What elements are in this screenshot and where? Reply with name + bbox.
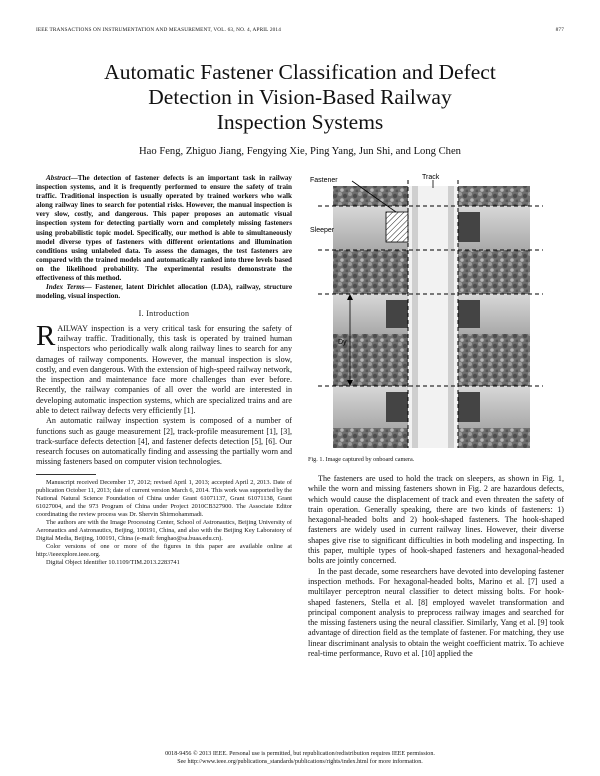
running-head bbox=[36, 27, 564, 33]
copyright-line-2: See http://www.ieee.org/publications_standards/publications/rights/index.html for more information. bbox=[177, 759, 423, 766]
right-column bbox=[308, 474, 564, 659]
footnote-affiliation: The authors are with the Image Processing Center, School of Astronautics, Beijing University of Aeronautics and Astronautics, Beijing, 100191, China, and also with the Beijing Key Laboratory of Digital Media, Beijing, 100191, China (e-mail: fenghao@sa.buaa.edu.cn). bbox=[36, 518, 292, 542]
intro-paragraph-2: An automatic railway inspection system is composed of a number of functions such as gauge measurement [2], track-profile measurement [1], [3], track-surface defects detection [4], and fastener defects detection [5], [6]. Our research focuses on automatically finding and assessing the partially worn and missing fasteners based on computer vision technologies. bbox=[36, 416, 292, 467]
page-number: 877 bbox=[555, 27, 564, 33]
left-column bbox=[36, 174, 292, 567]
intro-paragraph-1 bbox=[36, 319, 292, 417]
fastener-3-left bbox=[386, 392, 408, 422]
footnote-color: Color versions of one or more of the figures in this paper are available online at http://ieeexplore.ieee.org. bbox=[36, 542, 292, 558]
figure-1-railway-image bbox=[308, 172, 558, 450]
fastener-1-right bbox=[458, 212, 480, 242]
index-terms-label: Index Terms bbox=[46, 283, 85, 292]
index-terms-text: — Fastener, latent Dirichlet allocation (LDA), railway, structure modeling, visual inspection. bbox=[36, 283, 292, 301]
label-sleeper: Sleeper bbox=[310, 227, 335, 234]
copyright-notice bbox=[36, 750, 564, 766]
abstract-text: —The detection of fastener defects is an important task in railway inspection systems, and it is frequently performed to ensure the safety of train traffic. Traditional inspection is usually operated by trained workers who walk along railway lines to search for potential risks. However, the manual inspection is very slow, costly, and dangerous. This paper proposes an automatic visual inspection system for detecting partially worn and completely missing fasteners using probabilistic topic model. Specifically, our method is able to simultaneously model diverse types of fasteners with different orientations and illumination conditions using unlabeled data. To assess the damages, the test fasteners are compared with the trained models and automatically ranked into three levels based on the likelihood probability. The experimental results demonstrate the effectiveness of this method. bbox=[36, 174, 292, 283]
drop-cap: R bbox=[36, 319, 56, 352]
title-line-3: Inspection Systems bbox=[216, 110, 384, 134]
footnote-manuscript: Manuscript received December 17, 2012; revised April 1, 2013; accepted April 2, 2013. Date of publication October 11, 2013; date of current version March 6, 2014. This work was supported by the National Natural Science Foundation of China under Grant 61071137, Grant 61071138, Grant 61027004, and the 973 Program of China under Project 2010CB327900. The Associate Editor coordinating the review process was Dr. Shervin Shirmohammadi. bbox=[36, 478, 292, 518]
title-line-1: Automatic Fastener Classification and Defect bbox=[104, 60, 496, 84]
fastener-highlight bbox=[386, 212, 408, 242]
running-head-text: IEEE TRANSACTIONS ON INSTRUMENTATION AND MEASUREMENT, VOL. 63, NO. 4, APRIL 2014 bbox=[36, 27, 282, 33]
author-list: Hao Feng, Zhiguo Jiang, Fengying Xie, Ping Yang, Jun Shi, and Long Chen bbox=[139, 146, 461, 157]
abstract bbox=[36, 174, 292, 283]
section-heading-introduction: I. Introduction bbox=[138, 309, 190, 319]
fastener-2-left bbox=[386, 300, 408, 328]
title-line-2: Detection in Vision-Based Railway bbox=[148, 85, 452, 109]
copyright-line-1: 0018-9456 © 2013 IEEE. Personal use is permitted, but republication/redistribution requires IEEE permission. bbox=[165, 751, 435, 757]
intro-paragraph-1-text: AILWAY inspection is a very critical task for ensuring the safety of railway traffic. Traditionally, this task is operated by trained human inspectors who periodically walk along railway lines to search for any damages of railway components. However, the manual inspection is slow, costly, and even dangerous. With the extension of high-speed railway network, the inspection and maintenance face more challenges than ever before. Recently, the railway companies of all over the world are interested in developing automatic inspection systems, which are specialized trains and are able to detect railway defects very efficiently [1]. bbox=[36, 323, 292, 415]
right-paragraph-1: The fasteners are used to hold the track on sleepers, as shown in Fig. 1, while the worn and missing fasteners shown in Fig. 2 are hazardous defects, which would cause the displacement of track and even threaten the safety of train operation. Generally speaking, there are two kinds of fasteners: 1) hexagonal-headed bolts and 2) hook-shaped fasteners. The hook-shaped fasteners are widely used in current railway lines. However, their diverse shapes give rise to significant difficulties in both modeling and inspecting. In this paper, multiple types of hook-shaped fasteners and hexagonal-headed bolts are jointly concerned. bbox=[308, 474, 564, 566]
label-dy: Dy bbox=[338, 339, 347, 346]
footnote-doi: Digital Object Identifier 10.1109/TIM.2013.2283741 bbox=[46, 558, 180, 566]
footnote-rule bbox=[36, 474, 96, 475]
fastener-3-right bbox=[458, 392, 480, 422]
index-terms bbox=[36, 283, 292, 301]
label-fastener: Fastener bbox=[310, 177, 338, 184]
paper-title bbox=[36, 60, 564, 135]
fastener-2-right bbox=[458, 300, 480, 328]
abstract-label: Abstract bbox=[46, 174, 71, 182]
figure-1-caption: Fig. 1. Image captured by onboard camera. bbox=[308, 456, 415, 463]
right-paragraph-2: In the past decade, some researchers have devoted into developing fastener inspection methods. For hexagonal-headed bolts, Marino et al. [7] used a multilayer perceptron neural classifier to detect missing bolts. For hook-shaped fasteners, Stella et al. [8] employed wavelet transformation and principal component analysis to preprocess railway images and searched for the missing fasteners using the neural classifier. Similarly, Yang et al. [9] took advantage of direction field as the template of fastener. For matching, they use linear discriminant analysis to obtain the weight coefficient matrix. To achieve real-time performance, Ruvo et al. [10] applied the bbox=[308, 566, 564, 659]
label-track: Track bbox=[422, 174, 440, 181]
